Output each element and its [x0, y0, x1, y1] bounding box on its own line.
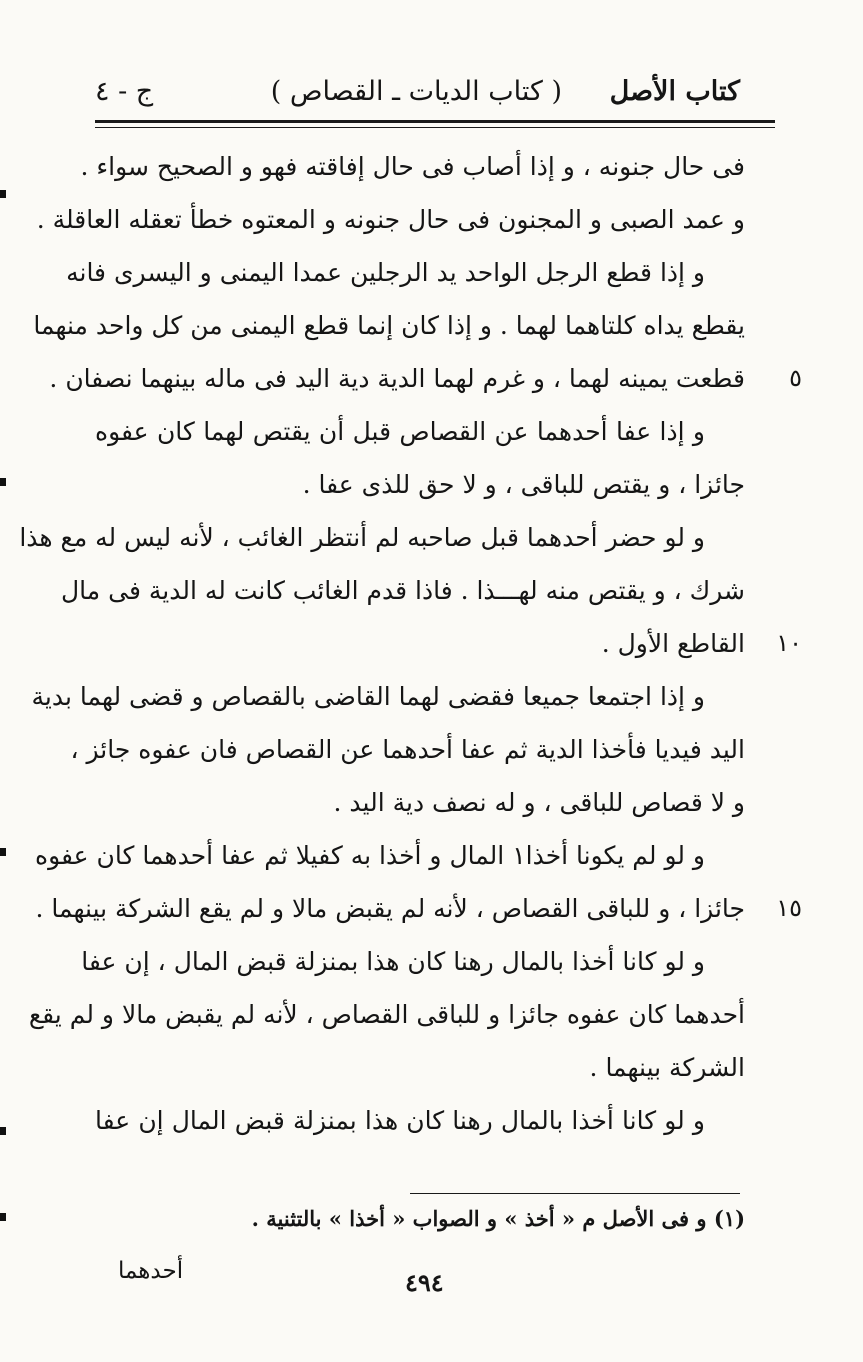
- text-line: جائزا ، و للباقى القصاص ، لأنه لم يقبض مالا و لم يقع الشركة بينهما .: [35, 894, 745, 923]
- text-line: و لو كانا أخذا بالمال رهنا كان هذا بمنزلة قبض المال إن عفا: [95, 1106, 705, 1135]
- volume-number: ج - ٤: [95, 76, 154, 107]
- text-line: شرك ، و يقتص منه لهـــذا . فاذا قدم الغائب كانت له الدية فى مال: [61, 576, 745, 605]
- text-line: و إذا عفا أحدهما عن القصاص قبل أن يقتص لهما كان عفوه: [95, 417, 705, 446]
- text-line: اليد فيديا فأخذا الدية ثم عفا أحدهما عن القصاص فان عفوه جائز ،: [70, 735, 745, 764]
- text-line: و لا قصاص للباقى ، و له نصف دية اليد .: [333, 788, 745, 817]
- catchword: أحدهما: [118, 1258, 184, 1284]
- header-rule-thick: [95, 120, 775, 123]
- scan-edge-mark: [0, 848, 6, 856]
- text-line: و عمد الصبى و المجنون فى حال جنونه و المعتوه خطأ تعقله العاقلة .: [36, 205, 745, 234]
- scan-edge-mark: [0, 190, 6, 198]
- text-line: قطعت يمينه لهما ، و غرم لهما الدية دية اليد فى ماله بينهما نصفان .: [49, 364, 745, 393]
- scan-edge-mark: [0, 1213, 6, 1221]
- text-line: و لو لم يكونا أخذا١ المال و أخذا به كفيلا ثم عفا أحدهما كان عفوه: [35, 841, 705, 870]
- text-line: جائزا ، و يقتص للباقى ، و لا حق للذى عفا .: [302, 470, 745, 499]
- text-line: و لو كانا أخذا بالمال رهنا كان هذا بمنزلة قبض المال ، إن عفا: [81, 947, 705, 976]
- footnote: (١) و فى الأصل م « أخذ » و الصواب « أخذا » بالتثنية .: [251, 1206, 745, 1231]
- text-line: القاطع الأول .: [601, 629, 745, 658]
- text-line: أحدهما كان عفوه جائزا و للباقى القصاص ، لأنه لم يقبض مالا و لم يقع: [28, 1000, 745, 1029]
- scan-edge-mark: [0, 1127, 6, 1135]
- text-line: و إذا قطع الرجل الواحد يد الرجلين عمدا اليمنى و اليسرى فانه: [66, 258, 705, 287]
- book-title: كتاب الأصل: [609, 76, 740, 107]
- page-number: ٤٩٤: [405, 1268, 444, 1297]
- text-line: و لو حضر أحدهما قبل صاحبه لم أنتظر الغائب ، لأنه ليس له مع هذا: [19, 523, 705, 552]
- text-line: يقطع يداه كلتاهما لهما . و إذا كان إنما قطع اليمنى من كل واحد منهما: [33, 311, 745, 340]
- text-line: و إذا اجتمعا جميعا فقضى لهما القاضى بالقصاص و قضى لهما بدية: [31, 682, 705, 711]
- line-number-15: ١٥: [776, 894, 802, 922]
- scan-edge-mark: [0, 478, 6, 486]
- line-number-10: ١٠: [776, 629, 802, 657]
- text-line: الشركة بينهما .: [589, 1053, 745, 1082]
- header-rule-thin: [95, 127, 775, 128]
- body-text: [19, 140, 745, 1147]
- text-line: فى حال جنونه ، و إذا أصاب فى حال إفاقته فهو و الصحيح سواء .: [80, 152, 745, 181]
- section-title: ( كتاب الديات ـ القصاص ): [270, 76, 562, 107]
- line-number-5: ٥: [789, 364, 802, 392]
- running-header: [95, 70, 740, 114]
- footnote-rule: [410, 1193, 740, 1194]
